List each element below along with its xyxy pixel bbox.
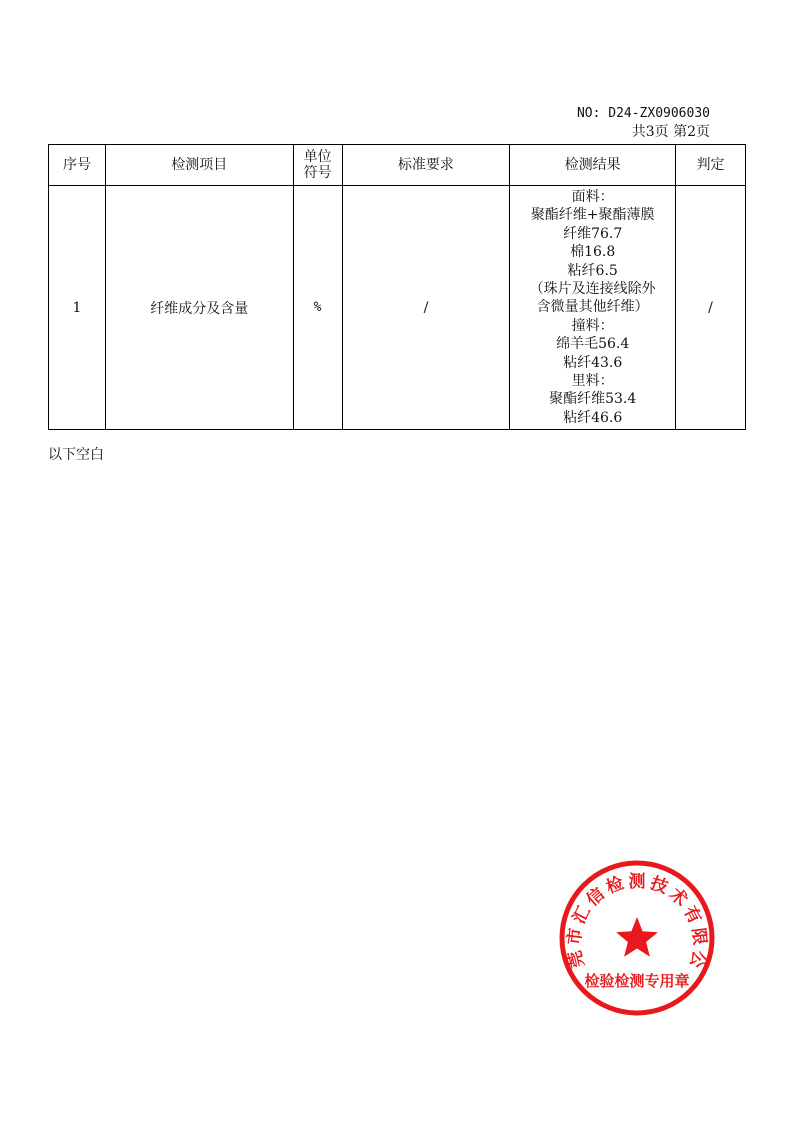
result-line: （珠片及连接线除外 (529, 281, 656, 298)
report-number: NO: D24-ZX0906030 (576, 106, 710, 121)
result-line: 含微量其他纤维） (536, 299, 649, 316)
header-standard: 标准要求 (342, 145, 510, 186)
test-results-table (48, 144, 746, 430)
header-result: 检测结果 (510, 145, 676, 186)
cell-index: 1 (49, 186, 106, 430)
header-unit-line2: 符号 (303, 165, 332, 181)
seal-star-icon (616, 917, 658, 957)
header-index: 序号 (49, 145, 106, 186)
page-info: 共3页 第2页 (631, 124, 710, 140)
result-line: 纤维76.7 (563, 225, 623, 242)
cell-result (510, 186, 676, 430)
seal-purpose-text: 检验检测专用章 (584, 972, 690, 990)
cell-unit: % (293, 186, 342, 430)
header-test-item: 检测项目 (105, 145, 293, 186)
cell-judgement: / (676, 186, 746, 430)
result-line: 里料： (571, 373, 614, 390)
seal-company-text (557, 858, 710, 970)
header-unit (293, 145, 342, 186)
header-judgement: 判定 (676, 145, 746, 186)
table-row (49, 186, 746, 430)
result-line: 聚酯纤维+聚酯薄膜 (530, 207, 655, 224)
result-line: 粘纤43.6 (563, 354, 623, 371)
table-header-row (49, 145, 746, 186)
result-line: 棉16.8 (570, 244, 616, 261)
result-line: 聚酯纤维53.4 (549, 391, 637, 408)
result-line: 面料： (571, 189, 614, 205)
seal-company-path: 莞市汇信检测技术有限公 (564, 871, 710, 970)
company-seal (557, 858, 717, 1018)
result-line: 粘纤6.5 (567, 262, 618, 279)
blank-below-note: 以下空白 (48, 447, 104, 463)
result-line: 粘纤46.6 (563, 409, 623, 426)
report-header (500, 104, 710, 142)
cell-standard: / (342, 186, 510, 430)
header-unit-line1: 单位 (303, 149, 332, 165)
result-line: 撞料： (571, 317, 614, 334)
cell-test-item: 纤维成分及含量 (105, 186, 293, 430)
seal-stamp-icon (557, 858, 717, 1018)
result-line: 绵羊毛56.4 (556, 336, 630, 353)
